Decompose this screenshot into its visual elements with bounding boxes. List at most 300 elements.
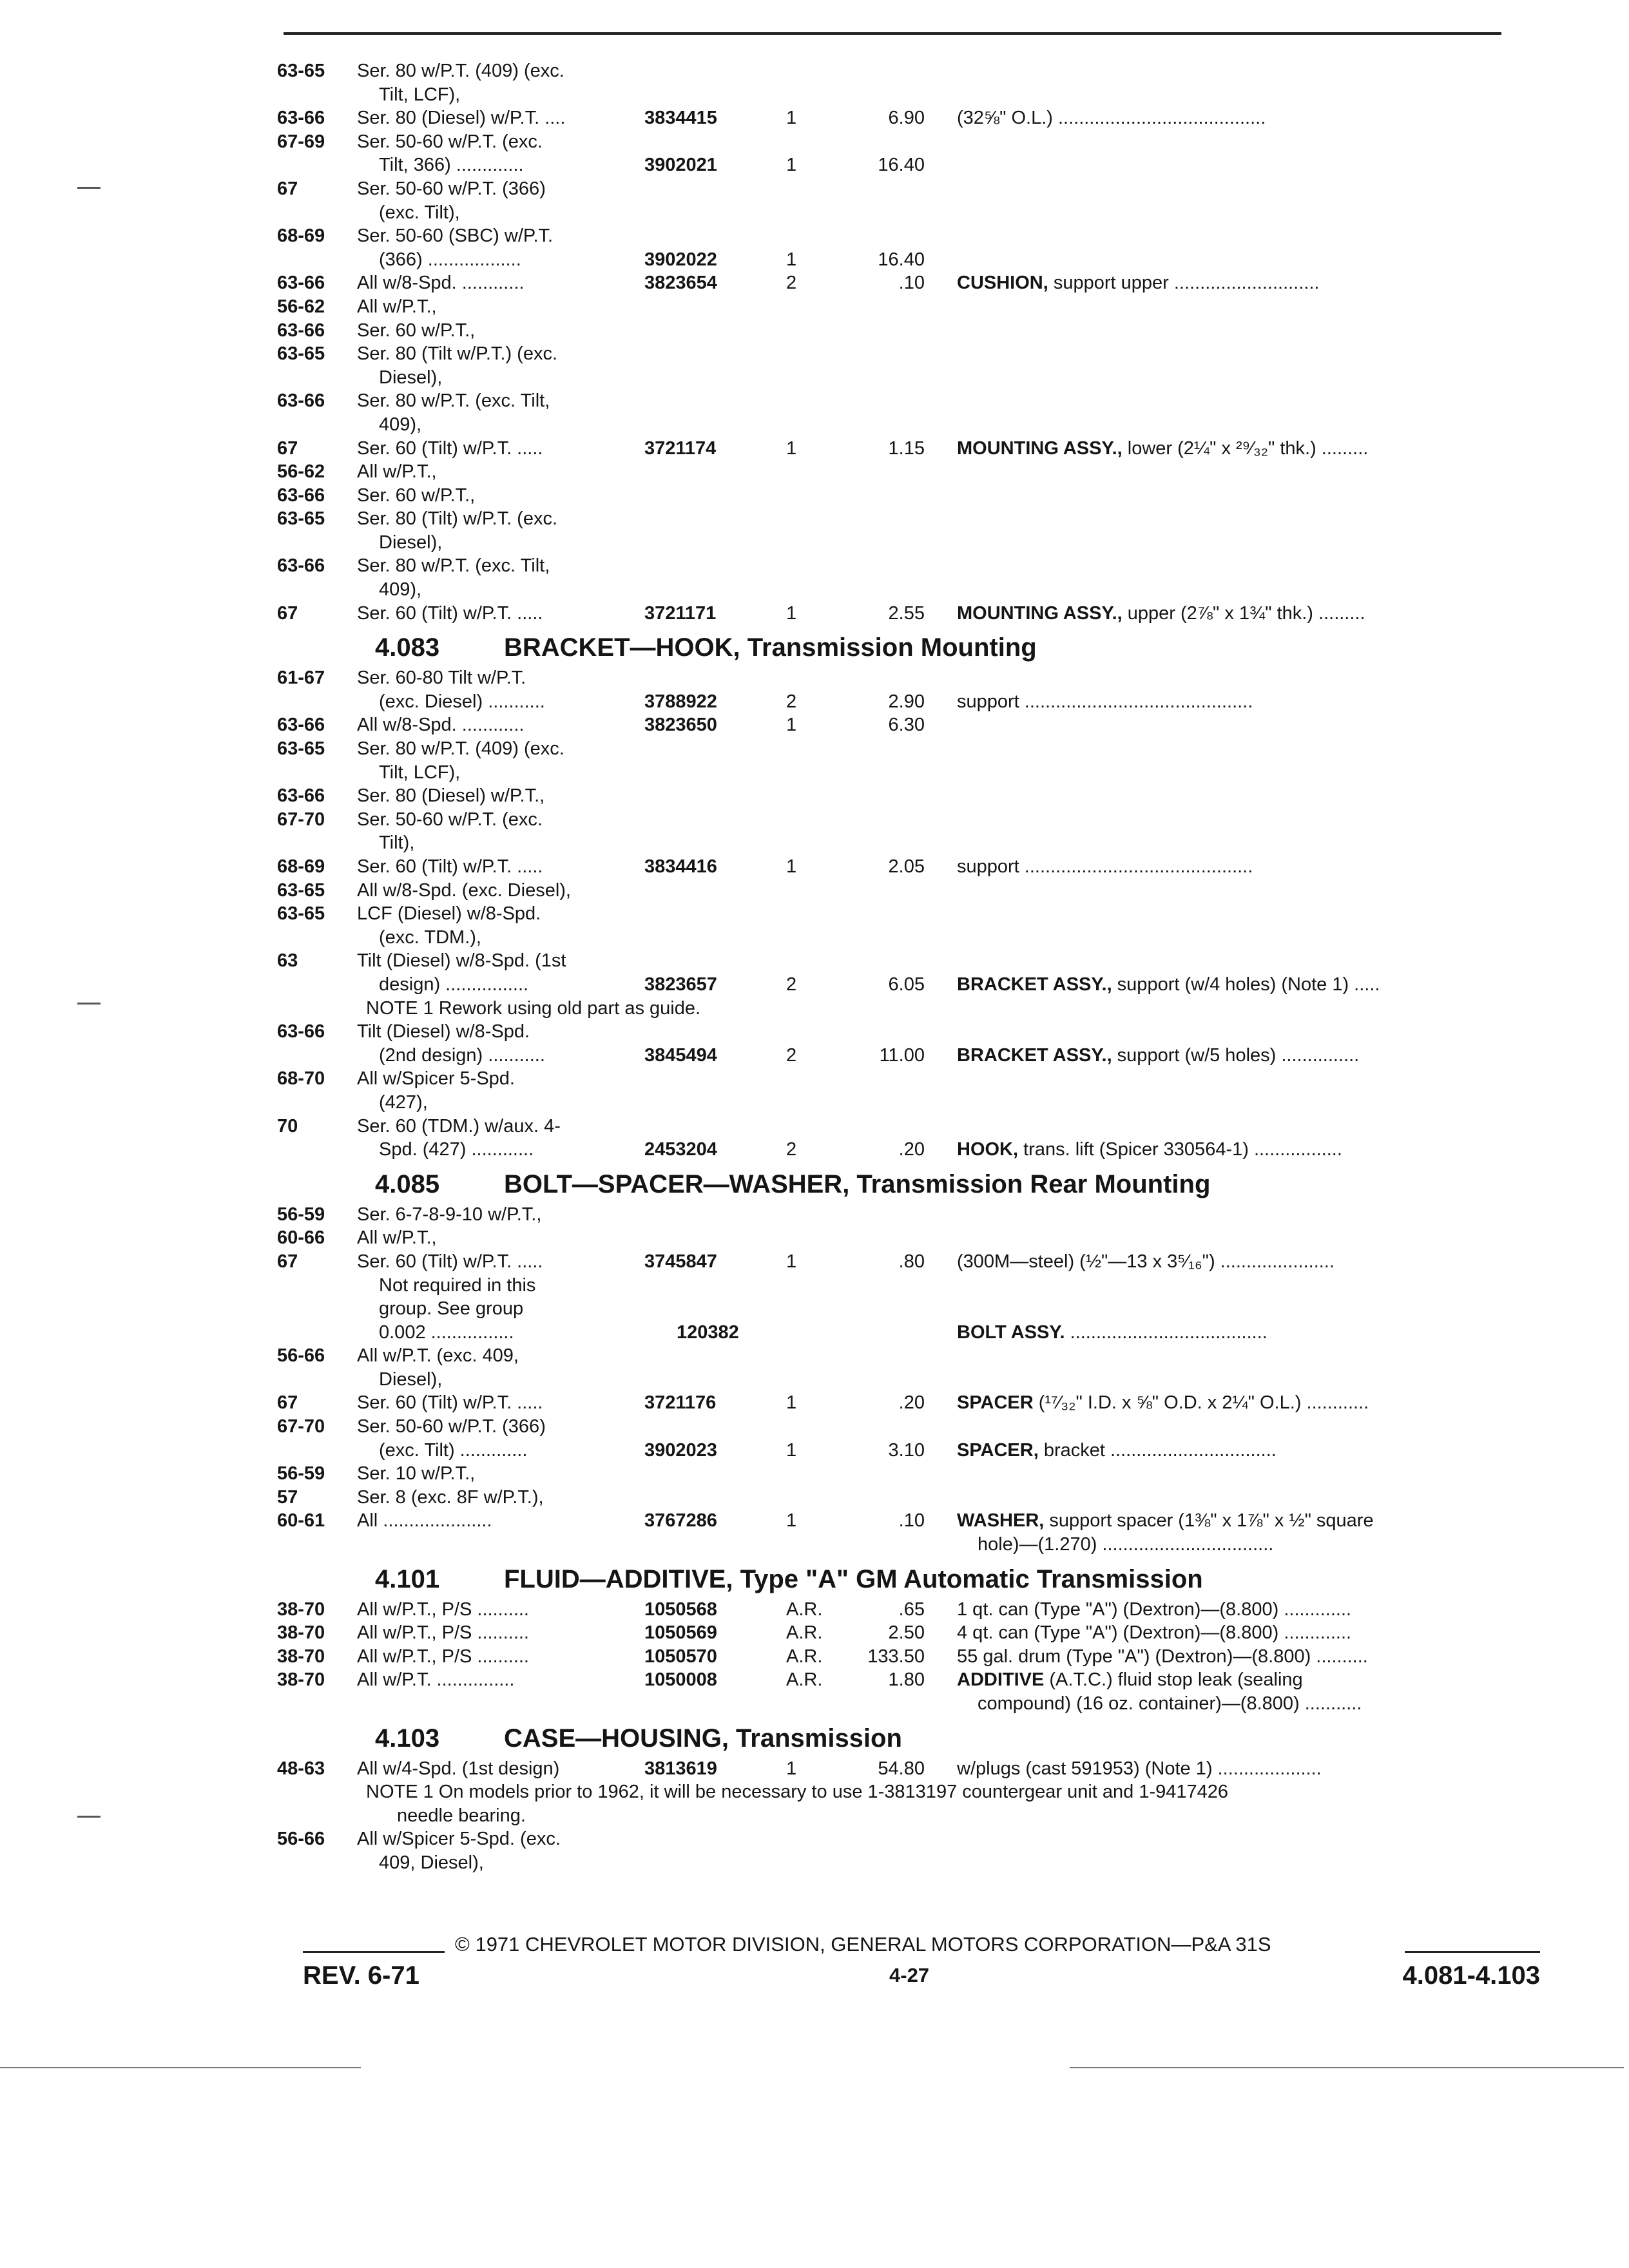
footer-row	[303, 1959, 1540, 1991]
model-years: 63-65	[277, 879, 325, 901]
part-description	[957, 1321, 1537, 1345]
part-name: MOUNTING ASSY.,	[957, 602, 1123, 624]
application-line: All w/4-Spd. (1st design)	[357, 1758, 560, 1779]
list-price: 133.50	[867, 1646, 925, 1667]
application-description	[357, 784, 679, 808]
part-description-text: lower (2¼" x ²⁹⁄₃₂" thk.) .........	[1122, 437, 1369, 459]
model-years: 63-65	[277, 738, 325, 760]
quantity: 2	[786, 1044, 797, 1066]
part-description-line	[957, 1509, 1537, 1533]
application-line: LCF (Diesel) w/8-Spd.	[357, 903, 541, 925]
footer-rule-right	[1405, 1951, 1540, 1953]
application-line: group. See group	[379, 1298, 524, 1320]
part-row	[277, 1020, 1540, 1067]
application-line: Spd. (427) ............	[379, 1139, 534, 1160]
application-line: (427),	[379, 1091, 428, 1113]
copyright-text: © 1971 CHEVROLET MOTOR DIVISION, GENERAL MOTORS CORPORATION—P&A 31S	[455, 1933, 1271, 1956]
part-number: 3902022	[644, 249, 717, 270]
application-line: Ser. 80 w/P.T. (exc. Tilt,	[357, 555, 550, 577]
part-description-line	[957, 602, 1537, 626]
part-row	[277, 319, 1540, 343]
application-line: (exc. TDM.),	[379, 927, 481, 948]
application-line: Ser. 50-60 w/P.T. (366)	[357, 178, 546, 199]
section-heading	[277, 1561, 1540, 1598]
part-description-line	[957, 855, 1537, 879]
part-description-line	[957, 1598, 1537, 1622]
quantity: 1	[786, 1510, 797, 1532]
application-description	[357, 1598, 679, 1622]
part-description-line	[957, 973, 1537, 997]
part-row	[277, 1115, 1540, 1162]
model-years: 56-66	[277, 1829, 325, 1850]
application-description	[357, 808, 679, 855]
part-description	[957, 271, 1537, 295]
part-description-text: support ............................................	[957, 691, 1253, 712]
part-number: 3745847	[644, 1251, 717, 1272]
part-description-line	[957, 1138, 1537, 1162]
part-name: BOLT ASSY.	[957, 1321, 1065, 1343]
application-line: All w/8-Spd. ............	[357, 715, 525, 736]
model-years: 67	[277, 1392, 298, 1414]
part-row	[277, 1344, 1540, 1391]
part-number: 3721174	[644, 437, 717, 459]
part-description-text: 55 gal. drum (Type "A") (Dextron)—(8.800) ..........	[957, 1646, 1368, 1667]
application-line: Ser. 8 (exc. 8F w/P.T.),	[357, 1486, 544, 1508]
part-row	[277, 224, 1540, 271]
part-description-line	[957, 1321, 1537, 1345]
part-row	[277, 295, 1540, 319]
application-line: Tilt (Diesel) w/8-Spd. (1st	[357, 950, 566, 972]
part-description	[957, 1138, 1537, 1162]
application-description	[357, 713, 679, 737]
part-number: 3721171	[644, 602, 717, 624]
part-number: 1050570	[644, 1646, 717, 1667]
part-row	[277, 507, 1540, 554]
application-description	[357, 1067, 679, 1114]
scan-edge-line	[0, 2067, 361, 2068]
model-years: 68-69	[277, 856, 325, 877]
application-description	[357, 737, 679, 784]
section-number: 4.103	[375, 1724, 440, 1753]
application-line: 409),	[379, 414, 422, 435]
application-line: All w/8-Spd. ............	[357, 273, 525, 294]
model-years: 67-70	[277, 1416, 325, 1437]
part-description-line	[957, 1250, 1537, 1274]
quantity: 1	[786, 1392, 797, 1414]
part-row	[277, 484, 1540, 508]
part-description-line	[957, 271, 1537, 295]
application-description	[357, 437, 679, 461]
catalog-section	[277, 1720, 1540, 1875]
quantity: 1	[786, 108, 797, 129]
application-line: Ser. 50-60 w/P.T. (exc.	[357, 131, 543, 152]
list-price: .65	[898, 1599, 925, 1620]
application-line: All w/Spicer 5-Spd.	[357, 1068, 515, 1090]
model-years: 56-62	[277, 296, 325, 317]
part-row	[277, 1598, 1540, 1622]
part-name: MOUNTING ASSY.,	[957, 437, 1123, 459]
list-price: 2.90	[888, 691, 925, 712]
part-description-text: (300M—steel) (½"—13 x 3⁵⁄₁₆") ......................	[957, 1251, 1335, 1272]
application-description	[357, 1115, 679, 1162]
application-line: Ser. 60-80 Tilt w/P.T.	[357, 668, 526, 689]
part-description-line	[957, 1645, 1537, 1669]
part-description-line	[957, 1391, 1537, 1415]
part-description-text: upper (2⅞" x 1¾" thk.) .........	[1122, 602, 1365, 624]
model-years: 63-65	[277, 508, 325, 530]
part-row	[277, 784, 1540, 808]
application-line: Ser. 60 (TDM.) w/aux. 4-	[357, 1115, 561, 1137]
part-row	[277, 1203, 1540, 1227]
application-line: All w/P.T., P/S ..........	[357, 1599, 529, 1620]
application-description	[357, 1827, 679, 1874]
model-years: 67	[277, 602, 298, 624]
part-description-text: compound) (16 oz. container)—(8.800) ...........	[978, 1693, 1362, 1715]
application-line: (366) ..................	[379, 249, 521, 270]
part-description-line	[957, 1757, 1537, 1781]
application-description	[357, 602, 679, 626]
part-row	[277, 879, 1540, 903]
group-range: 4.081-4.103	[1402, 1961, 1540, 1990]
application-line: Ser. 80 w/P.T. (exc. Tilt,	[357, 390, 550, 412]
part-description	[957, 106, 1537, 130]
application-line: Ser. 60 (Tilt) w/P.T. .....	[357, 1251, 543, 1272]
application-line: Diesel),	[379, 532, 443, 553]
model-years: 38-70	[277, 1599, 325, 1620]
application-line: All w/P.T., P/S ..........	[357, 1646, 529, 1667]
quantity: 1	[786, 249, 797, 270]
section-number: 4.101	[375, 1564, 440, 1593]
part-row	[277, 1250, 1540, 1344]
part-description	[957, 437, 1537, 461]
quantity: 1	[786, 1758, 797, 1779]
part-note-continued: needle bearing.	[397, 1805, 526, 1826]
model-years: 63-66	[277, 715, 325, 736]
quantity: A.R.	[786, 1669, 823, 1691]
application-line: Tilt),	[379, 832, 415, 854]
part-number: 3823650	[644, 715, 717, 736]
application-description	[357, 1462, 679, 1486]
model-years: 60-66	[277, 1227, 325, 1249]
application-description	[357, 59, 679, 106]
model-years: 38-70	[277, 1646, 325, 1667]
application-line: Tilt, LCF),	[379, 84, 461, 105]
list-price: .80	[898, 1251, 925, 1272]
model-years: 56-66	[277, 1345, 325, 1367]
copyright-line	[303, 1933, 1540, 1959]
part-number: 3788922	[644, 691, 717, 712]
part-description-line	[957, 1621, 1537, 1645]
model-years: 56-62	[277, 461, 325, 483]
page-footer	[303, 1933, 1540, 1991]
application-description	[357, 1020, 679, 1067]
part-row	[277, 737, 1540, 784]
part-row	[277, 666, 1540, 713]
quantity: 2	[786, 273, 797, 294]
list-price: .20	[898, 1139, 925, 1160]
part-name: ADDITIVE	[957, 1669, 1045, 1691]
model-years: 63-66	[277, 485, 325, 506]
application-description	[357, 1668, 679, 1692]
application-line: All w/P.T. (exc. 409,	[357, 1345, 519, 1367]
application-line: Tilt, LCF),	[379, 762, 461, 783]
application-description	[357, 879, 679, 903]
catalog-section	[277, 1166, 1540, 1557]
quantity: 1	[786, 1439, 797, 1461]
part-name: CUSHION,	[957, 273, 1048, 294]
application-line: (exc. Tilt) .............	[379, 1439, 528, 1461]
list-price: 16.40	[878, 155, 925, 176]
application-line: Tilt, 366) .............	[379, 155, 524, 176]
application-line: All w/P.T., P/S ..........	[357, 1622, 529, 1644]
application-line: Ser. 50-60 (SBC) w/P.T.	[357, 226, 554, 247]
application-line: Ser. 50-60 w/P.T. (exc.	[357, 809, 543, 830]
model-years: 56-59	[277, 1204, 325, 1225]
list-price: 1.15	[888, 437, 925, 459]
application-description	[357, 855, 679, 879]
part-number: 3813619	[644, 1758, 717, 1779]
section-heading	[277, 629, 1540, 666]
application-description	[357, 949, 679, 996]
model-years: 63-66	[277, 390, 325, 412]
model-years: 38-70	[277, 1669, 325, 1691]
part-description	[957, 1250, 1537, 1274]
quantity: 1	[786, 437, 797, 459]
part-description-text: (¹⁷⁄₃₂" I.D. x ⅝" O.D. x 2¼" O.L.) ............	[1033, 1392, 1369, 1414]
application-description	[357, 319, 679, 343]
margin-tick	[77, 187, 101, 189]
parts-listing	[277, 59, 1540, 1875]
application-line: design) ................	[379, 974, 529, 995]
application-line: Ser. 60 (Tilt) w/P.T. .....	[357, 1392, 543, 1414]
catalog-section	[277, 1561, 1540, 1716]
model-years: 61-67	[277, 668, 325, 689]
part-note: NOTE 1 Rework using old part as guide.	[366, 997, 701, 1019]
part-row	[277, 106, 1540, 130]
quantity: 1	[786, 1251, 797, 1272]
application-line: 409),	[379, 579, 422, 601]
revision-label: REV. 6-71	[303, 1961, 419, 1990]
application-description	[357, 271, 679, 295]
application-description	[357, 1250, 679, 1344]
part-description-line	[957, 437, 1537, 461]
application-line: Tilt (Diesel) w/8-Spd.	[357, 1021, 530, 1043]
part-description	[957, 1668, 1537, 1715]
part-row	[277, 1668, 1540, 1715]
application-line: Ser. 80 (Diesel) w/P.T. ....	[357, 108, 566, 129]
part-row	[277, 602, 1540, 626]
part-description-text: support ............................................	[957, 856, 1253, 877]
section-title: FLUID—ADDITIVE, Type "A" GM Automatic Transmission	[504, 1564, 1203, 1593]
section-heading	[277, 1720, 1540, 1757]
part-row	[277, 1391, 1540, 1415]
part-description-text: 1 qt. can (Type "A") (Dextron)—(8.800) .............	[957, 1599, 1352, 1620]
application-description	[357, 295, 679, 319]
application-line: (exc. Tilt),	[379, 202, 460, 223]
part-row	[277, 1621, 1540, 1645]
model-years: 48-63	[277, 1758, 325, 1779]
application-line: 409, Diesel),	[379, 1852, 484, 1873]
application-line: Ser. 50-60 w/P.T. (366)	[357, 1416, 546, 1437]
model-years: 68-69	[277, 226, 325, 247]
application-description	[357, 106, 679, 130]
model-years: 63-66	[277, 273, 325, 294]
part-row	[277, 1226, 1540, 1250]
list-price: 3.10	[888, 1439, 925, 1461]
list-price: 2.50	[888, 1622, 925, 1644]
application-description	[357, 130, 679, 177]
part-description-line	[957, 690, 1537, 714]
part-description	[957, 1645, 1537, 1669]
catalog-section	[277, 59, 1540, 625]
part-description-line	[957, 1668, 1537, 1692]
part-name: BRACKET ASSY.,	[957, 974, 1112, 995]
application-line: Ser. 80 (Tilt) w/P.T. (exc.	[357, 508, 558, 530]
part-row	[277, 713, 1540, 737]
application-description	[357, 224, 679, 271]
application-line: Ser. 60 w/P.T.,	[357, 320, 476, 341]
model-years: 67	[277, 437, 298, 459]
part-row	[277, 554, 1540, 601]
application-line: Diesel),	[379, 1369, 443, 1390]
quantity: A.R.	[786, 1599, 823, 1620]
application-description	[357, 1391, 679, 1415]
part-row	[277, 1486, 1540, 1510]
list-price: .10	[898, 273, 925, 294]
quantity: 2	[786, 691, 797, 712]
footer-rule-left	[303, 1951, 445, 1953]
quantity: 1	[786, 155, 797, 176]
part-description-text: support upper ............................	[1048, 273, 1320, 294]
part-description-text: (A.T.C.) fluid stop leak (sealing	[1044, 1669, 1303, 1691]
part-row	[277, 130, 1540, 177]
list-price: 6.05	[888, 974, 925, 995]
application-line: All w/Spicer 5-Spd. (exc.	[357, 1829, 561, 1850]
part-description-line	[957, 106, 1537, 130]
part-number: 3845494	[644, 1044, 717, 1066]
application-line: Ser. 80 w/P.T. (409) (exc.	[357, 61, 564, 81]
section-heading	[277, 1166, 1540, 1203]
model-years: 63	[277, 950, 298, 972]
part-description-line	[957, 1692, 1537, 1716]
quantity: A.R.	[786, 1646, 823, 1667]
model-years: 63-65	[277, 61, 325, 81]
part-row	[277, 177, 1540, 224]
part-description-text: support (w/5 holes) ...............	[1112, 1044, 1360, 1066]
application-line: All .....................	[357, 1510, 492, 1532]
application-description	[357, 554, 679, 601]
application-description	[357, 1203, 679, 1227]
application-line: Ser. 80 (Diesel) w/P.T.,	[357, 785, 545, 807]
quantity: 1	[786, 856, 797, 877]
part-description-text: hole)—(1.270) .................................	[978, 1534, 1274, 1555]
model-years: 63-65	[277, 343, 325, 365]
model-years: 70	[277, 1115, 298, 1137]
part-name: BRACKET ASSY.,	[957, 1044, 1112, 1066]
part-row	[277, 808, 1540, 855]
application-description	[357, 902, 679, 949]
list-price: 6.30	[888, 715, 925, 736]
application-line: All w/P.T.,	[357, 461, 437, 483]
part-description	[957, 602, 1537, 626]
application-line: Ser. 60 (Tilt) w/P.T. .....	[357, 856, 543, 877]
part-row	[277, 271, 1540, 295]
application-description	[357, 666, 679, 713]
model-years: 63-66	[277, 320, 325, 341]
application-description	[357, 460, 679, 484]
quantity: 2	[786, 974, 797, 995]
application-line: Diesel),	[379, 367, 443, 388]
part-row	[277, 389, 1540, 436]
model-years: 63-66	[277, 555, 325, 577]
part-number: 3823657	[644, 974, 717, 995]
part-description-text: support spacer (1⅜" x 1⅞" x ½" square	[1044, 1510, 1374, 1532]
top-rule	[284, 32, 1501, 35]
part-number: 1050008	[644, 1669, 717, 1691]
part-description-line	[957, 1044, 1537, 1068]
application-description	[357, 389, 679, 436]
quantity: 1	[786, 602, 797, 624]
part-description-line	[957, 1439, 1537, 1463]
list-price: 2.05	[888, 856, 925, 877]
margin-tick	[77, 1003, 101, 1004]
part-number: 3834416	[644, 856, 717, 877]
part-description-text: bracket ................................	[1038, 1439, 1277, 1461]
model-years: 67	[277, 1251, 298, 1272]
quantity: 2	[786, 1139, 797, 1160]
part-description	[957, 1391, 1537, 1415]
model-years: 67-70	[277, 809, 325, 830]
model-years: 68-70	[277, 1068, 325, 1090]
part-row	[277, 1067, 1540, 1114]
application-description	[357, 1226, 679, 1250]
application-line: (exc. Diesel) ...........	[379, 691, 545, 712]
part-row	[277, 949, 1540, 996]
application-line: Ser. 60 w/P.T.,	[357, 485, 476, 506]
part-row	[277, 1757, 1540, 1781]
part-description	[957, 690, 1537, 714]
part-description-text: trans. lift (Spicer 330564-1) .................	[1018, 1139, 1342, 1160]
application-description	[357, 342, 679, 389]
list-price: 1.80	[888, 1669, 925, 1691]
part-row	[277, 460, 1540, 484]
part-number: 1050568	[644, 1599, 717, 1620]
list-price: .10	[898, 1510, 925, 1532]
part-description-text: ......................................	[1065, 1321, 1268, 1343]
part-number: 3834415	[644, 108, 717, 129]
model-years: 60-61	[277, 1510, 325, 1532]
model-years: 57	[277, 1486, 298, 1508]
section-title: CASE—HOUSING, Transmission	[504, 1724, 902, 1753]
part-description	[957, 1757, 1537, 1781]
part-number: 3902023	[644, 1439, 717, 1461]
application-line: 0.002 ................	[379, 1321, 514, 1343]
part-description-text: 4 qt. can (Type "A") (Dextron)—(8.800) .............	[957, 1622, 1352, 1644]
application-line: Ser. 60 (Tilt) w/P.T. .....	[357, 602, 543, 624]
application-description	[357, 1344, 679, 1391]
model-years: 67	[277, 178, 298, 199]
application-line: Ser. 80 (Tilt w/P.T.) (exc.	[357, 343, 558, 365]
application-description	[357, 484, 679, 508]
part-number: 2453204	[644, 1139, 717, 1160]
part-description	[957, 1439, 1537, 1463]
application-line: Ser. 80 w/P.T. (409) (exc.	[357, 738, 564, 760]
application-line: (2nd design) ...........	[379, 1044, 545, 1066]
part-description-text: support (w/4 holes) (Note 1) .....	[1112, 974, 1380, 995]
application-description	[357, 1645, 679, 1669]
part-row	[277, 342, 1540, 389]
part-name: WASHER,	[957, 1510, 1045, 1532]
